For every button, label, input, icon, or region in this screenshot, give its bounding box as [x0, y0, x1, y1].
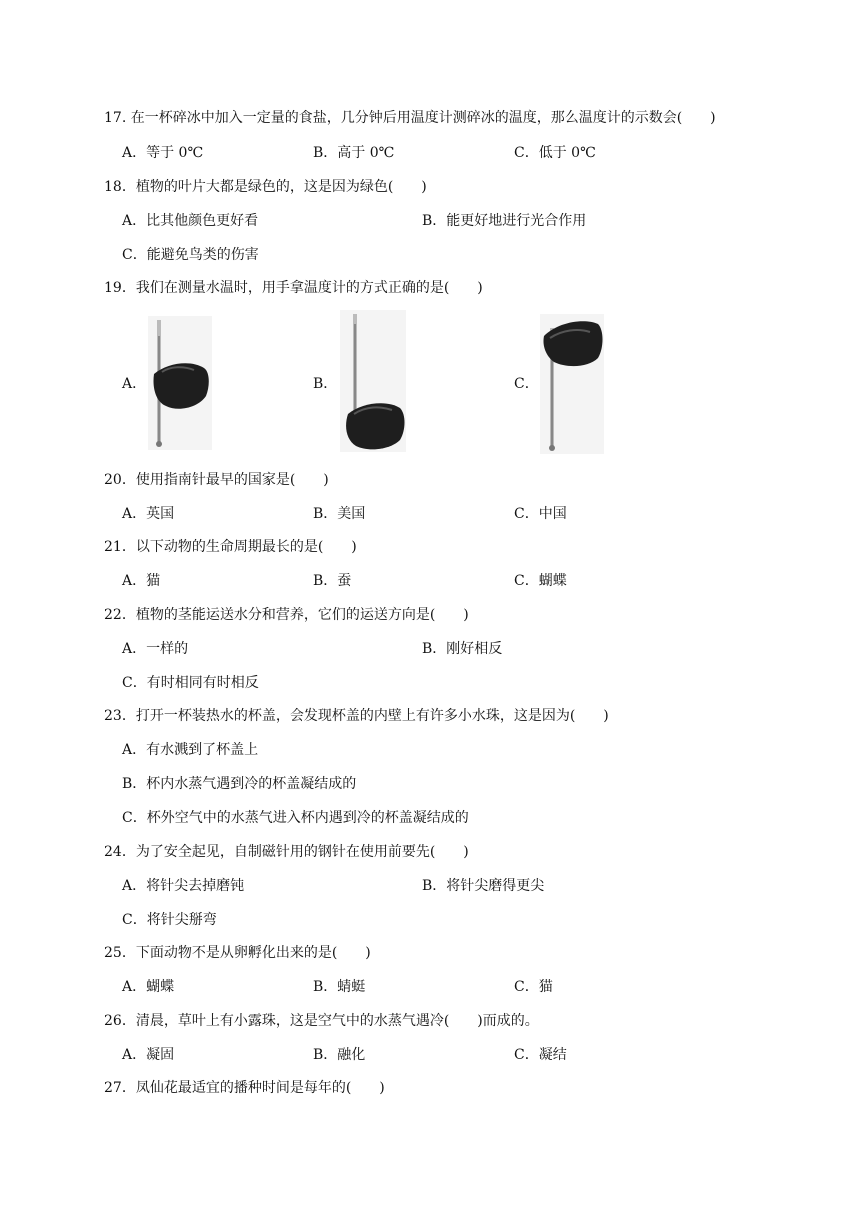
thermometer-hand-top-image	[540, 314, 604, 454]
question-19-option-c: C．	[514, 376, 539, 392]
question-24-option-b: B．将针尖磨得更尖	[422, 878, 545, 894]
question-20-stem: 20．使用指南针最早的国家是( )	[104, 472, 329, 488]
question-20-option-b: B．美国	[313, 506, 366, 522]
question-22-option-a: A．一样的	[122, 641, 189, 657]
question-26-option-c: C．凝结	[514, 1047, 567, 1063]
question-19-option-a: A．	[122, 376, 147, 392]
question-21-stem: 21．以下动物的生命周期最长的是( )	[104, 539, 357, 555]
question-23-stem: 23．打开一杯装热水的杯盖，会发现杯盖的内壁上有许多小水珠，这是因为( )	[104, 708, 609, 724]
question-18-option-b: B．能更好地进行光合作用	[422, 213, 587, 229]
question-23-option-b: B．杯内水蒸气遇到冷的杯盖凝结成的	[122, 776, 357, 792]
question-24-stem: 24．为了安全起见，自制磁针用的钢针在使用前要先( )	[104, 844, 469, 860]
question-26-option-a: A．凝固	[122, 1047, 175, 1063]
question-22-option-c: C．有时相同有时相反	[122, 675, 259, 691]
question-21-option-b: B．蚕	[313, 573, 352, 589]
question-19-option-b: B．	[313, 376, 338, 392]
question-18-option-a: A．比其他颜色更好看	[122, 213, 259, 229]
question-21-option-a: A．猫	[122, 573, 161, 589]
question-17-option-a: A．等于 0℃	[122, 145, 204, 161]
question-19-stem: 19．我们在测量水温时，用手拿温度计的方式正确的是( )	[104, 280, 483, 296]
question-25-option-a: A．蝴蝶	[122, 979, 175, 995]
question-26-stem: 26．清晨，草叶上有小露珠，这是空气中的水蒸气遇冷( )而成的。	[104, 1013, 539, 1029]
question-17-stem: 17. 在一杯碎冰中加入一定量的食盐，几分钟后用温度计测碎冰的温度，那么温度计的示数会( )	[104, 110, 716, 126]
question-27-stem: 27．凤仙花最适宜的播种时间是每年的( )	[104, 1080, 385, 1096]
question-25-option-b: B．蜻蜓	[313, 979, 366, 995]
thermometer-hand-middle-image	[148, 316, 212, 450]
question-22-option-b: B．刚好相反	[422, 641, 503, 657]
question-21-option-c: C．蝴蝶	[514, 573, 567, 589]
question-24-option-a: A．将针尖去掉磨钝	[122, 878, 245, 894]
question-25-option-c: C．猫	[514, 979, 553, 995]
thermometer-hand-bottom-image	[340, 310, 406, 452]
question-18-stem: 18．植物的叶片大都是绿色的，这是因为绿色( )	[104, 179, 427, 195]
question-17-option-b: B．高于 0℃	[313, 145, 395, 161]
question-23-option-c: C．杯外空气中的水蒸气进入杯内遇到冷的杯盖凝结成的	[122, 810, 469, 826]
question-24-option-c: C．将针尖掰弯	[122, 912, 217, 928]
question-18-option-c: C．能避免鸟类的伤害	[122, 247, 259, 263]
question-25-stem: 25．下面动物不是从卵孵化出来的是( )	[104, 945, 371, 961]
question-23-option-a: A．有水溅到了杯盖上	[122, 742, 259, 758]
question-20-option-a: A．英国	[122, 506, 175, 522]
question-20-option-c: C．中国	[514, 506, 567, 522]
question-26-option-b: B．融化	[313, 1047, 366, 1063]
question-17-option-c: C．低于 0℃	[514, 145, 596, 161]
question-22-stem: 22．植物的茎能运送水分和营养，它们的运送方向是( )	[104, 607, 469, 623]
